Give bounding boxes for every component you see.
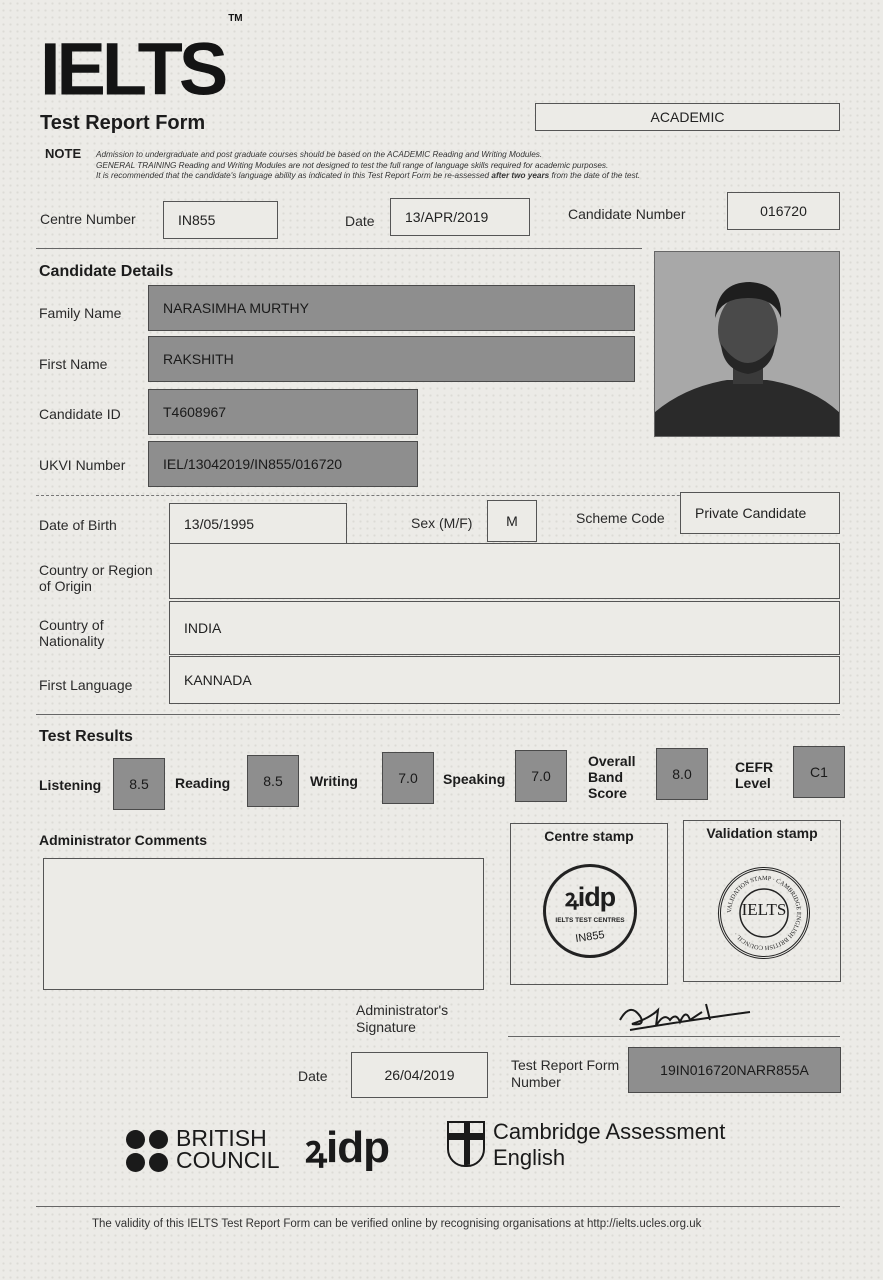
nationality-value: INDIA (184, 620, 222, 636)
british-council-text-1: BRITISH (176, 1125, 267, 1151)
sex-value: M (506, 513, 518, 529)
candidate-photo-icon (655, 252, 840, 437)
verification-note: The validity of this IELTS Test Report Form can be verified online by recognising organisations at http://ielts.ucles.org.uk (92, 1218, 702, 1230)
ielts-logo: IELTS™ (40, 13, 243, 111)
module-value: ACADEMIC (650, 109, 725, 125)
idp-logo (305, 1122, 389, 1174)
candidate-details-heading: Candidate Details (39, 263, 174, 280)
note-line-3c: from the date of the test. (549, 171, 641, 180)
validation-stamp-box (683, 820, 841, 982)
centre-stamp-label: Centre stamp (544, 828, 634, 844)
candidate-id-label: Candidate ID (39, 406, 121, 422)
british-council-logo-icon (126, 1130, 170, 1174)
british-council-logo (176, 1127, 280, 1171)
idp-stamp-code: IN855 (574, 929, 606, 945)
centre-number-field (163, 201, 278, 239)
validation-ring-text: VALIDATION STAMP · CAMBRIDGE ENGLISH BRITISH COUNCIL · (725, 874, 803, 952)
first-language-field (169, 656, 840, 704)
validation-stamp-label: Validation stamp (706, 825, 818, 841)
test-results-heading: Test Results (39, 728, 133, 745)
admin-comments-label: Administrator Comments (39, 832, 208, 848)
first-name-label: First Name (39, 356, 108, 372)
overall-label-3: Score (588, 785, 627, 801)
first-language-label: First Language (39, 677, 133, 693)
overall-label-1: Overall (588, 753, 636, 769)
idp-stamp-brand-text: idp (577, 882, 616, 912)
admin-signature-label-1: Administrator's (356, 1002, 449, 1018)
divider (36, 1206, 840, 1207)
test-date-field (390, 198, 530, 236)
british-council-text-2: COUNCIL (176, 1147, 280, 1173)
speaking-score: 7.0 (515, 750, 567, 802)
issue-date-value: 26/04/2019 (384, 1067, 455, 1083)
admin-signature-label (356, 1002, 448, 1036)
country-origin-field (169, 543, 840, 599)
family-name-field (148, 285, 635, 331)
form-title: Test Report Form (40, 112, 206, 134)
nationality-label-2: Nationality (39, 633, 105, 649)
speaking-label: Speaking (443, 771, 506, 787)
scheme-code-label: Scheme Code (576, 510, 665, 526)
idp-logo-icon: ꝝ (305, 1129, 326, 1171)
note-line-3a: It is recommended that the candidate's language ability as indicated in this Test Report Form be re-assessed (96, 171, 492, 180)
trf-number-label (511, 1057, 619, 1091)
nationality-label (39, 617, 104, 649)
cefr-label-2: Level (735, 775, 771, 791)
family-name-label: Family Name (39, 305, 122, 321)
cambridge-text-1: Cambridge Assessment (493, 1119, 726, 1144)
note-line-3 (96, 171, 796, 182)
scheme-code-field (680, 492, 840, 534)
sex-field (487, 500, 537, 542)
note-line-1: Admission to undergraduate and post graduate courses should be based on the ACADEMIC Reading and Writing Modules. (96, 150, 543, 159)
cambridge-logo (493, 1119, 725, 1171)
candidate-number-label: Candidate Number (568, 206, 686, 222)
reading-label: Reading (175, 775, 231, 791)
trf-number-value: 19IN016720NARR855A (660, 1062, 809, 1078)
admin-comments-field (43, 858, 484, 990)
centre-number-label: Centre Number (40, 211, 136, 227)
note-text (96, 150, 796, 182)
note-line-2: GENERAL TRAINING Reading and Writing Modules are not designed to test the full range of language skills required for academic purposes. (96, 160, 609, 170)
nationality-field (169, 601, 840, 655)
note-label: NOTE (45, 146, 82, 161)
divider (36, 714, 840, 715)
note-line-3b: after two years (491, 171, 550, 180)
cambridge-text-2: English (493, 1145, 566, 1170)
idp-stamp-brand (546, 881, 634, 914)
first-name-field (148, 336, 635, 382)
listening-score: 8.5 (113, 758, 165, 810)
family-name-value: NARASIMHA MURTHY (163, 300, 309, 316)
dob-value: 13/05/1995 (184, 516, 255, 532)
overall-band-score: 8.0 (656, 748, 708, 800)
divider (36, 248, 642, 249)
writing-score: 7.0 (382, 752, 434, 804)
overall-band-label (588, 753, 635, 801)
validation-stamp-text: IELTS (741, 900, 787, 919)
cambridge-crest-icon (447, 1121, 485, 1167)
idp-swirl-icon: ꝝ (564, 885, 578, 912)
overall-label-2: Band (588, 769, 623, 785)
scheme-code-value: Private Candidate (695, 505, 807, 521)
trf-number-label-1: Test Report Form (511, 1057, 620, 1073)
cefr-label-1: CEFR (735, 759, 774, 775)
cefr-level-label (735, 759, 773, 791)
validation-stamp-seal (718, 867, 810, 959)
cefr-level-score: C1 (793, 746, 845, 798)
writing-label: Writing (310, 773, 358, 789)
ukvi-number-value: IEL/13042019/IN855/016720 (163, 456, 343, 472)
idp-stamp (543, 864, 637, 958)
issue-date-label: Date (298, 1068, 328, 1084)
test-date-value: 13/APR/2019 (405, 209, 489, 225)
nationality-label-1: Country of (39, 617, 104, 633)
reading-score: 8.5 (247, 755, 299, 807)
issue-date-field (351, 1052, 488, 1098)
sex-label: Sex (M/F) (411, 515, 473, 531)
signature-icon (610, 990, 760, 1040)
module-box (535, 103, 840, 131)
admin-signature-label-2: Signature (356, 1019, 416, 1035)
first-language-value: KANNADA (184, 672, 252, 688)
trf-number-label-2: Number (511, 1074, 561, 1090)
dob-field (169, 503, 347, 545)
centre-stamp-box (510, 823, 668, 985)
candidate-number-value: 016720 (760, 203, 807, 219)
idp-stamp-text: IELTS TEST CENTRES (555, 917, 625, 924)
country-origin-label-2: of Origin (39, 578, 92, 594)
first-name-value: RAKSHITH (163, 351, 234, 367)
dob-label: Date of Birth (39, 517, 117, 533)
candidate-photo (654, 251, 840, 437)
country-origin-label (39, 562, 153, 594)
ukvi-number-label: UKVI Number (39, 457, 126, 473)
candidate-number-field (727, 192, 840, 230)
candidate-id-field (148, 389, 418, 435)
idp-logo-text: idp (325, 1123, 389, 1172)
country-origin-label-1: Country or Region (39, 562, 153, 578)
ukvi-number-field (148, 441, 418, 487)
candidate-id-value: T4608967 (163, 404, 227, 420)
listening-label: Listening (39, 777, 102, 793)
centre-number-value: IN855 (178, 212, 216, 228)
date-label: Date (345, 213, 375, 229)
trf-number-field (628, 1047, 841, 1093)
